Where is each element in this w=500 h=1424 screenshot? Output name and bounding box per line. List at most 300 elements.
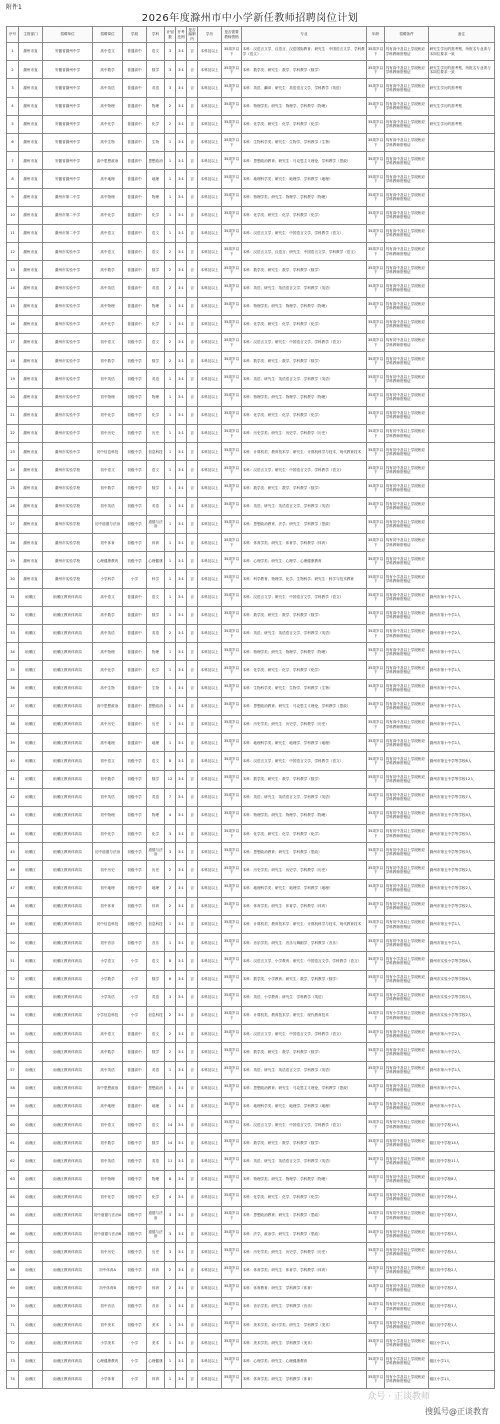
table-cell: 否 (187, 916, 198, 934)
table-cell: 高中地理 (93, 734, 123, 752)
table-cell: 滁州市第二中学 (43, 188, 93, 206)
table-cell: 66 (7, 1225, 19, 1243)
table-cell: 35周岁以下 (222, 552, 242, 570)
table-cell: 3:1 (176, 1188, 187, 1206)
table-cell (429, 406, 495, 424)
table-cell: 具有高中及以上学段相应学科教师资格证 (385, 315, 429, 333)
table-cell: 具有初中及以上学段相应学科教师资格证 (385, 461, 429, 479)
table-cell: 初中语文 (93, 461, 123, 479)
table-cell: 本科：体育学类；研究生：学科教学（体育） (242, 1370, 367, 1388)
table-cell: 1 (165, 133, 176, 151)
table-cell: 滁州市第十中学2人 (429, 625, 495, 643)
table-cell: 本科及以上 (198, 388, 222, 406)
table-cell: 35周岁以下 (222, 243, 242, 261)
table-cell: 本科：数学类；研究生：数学、学科教学（数学） (242, 479, 367, 497)
table-cell: 琅琊区 (19, 788, 43, 806)
table-cell (429, 443, 495, 461)
table-cell: 滁州市直 (19, 352, 43, 370)
table-cell: 本科及以上 (198, 879, 222, 897)
table-cell: 35周岁以下 (367, 770, 385, 788)
table-row (7, 1006, 495, 1024)
table-cell: 3 (165, 1243, 176, 1261)
table-cell: 初中英语 (93, 497, 123, 515)
table-cell: 滁州市实验中学 (43, 297, 93, 315)
table-cell: 3:1 (176, 352, 187, 370)
table-cell: 本科及以上 (198, 1116, 222, 1134)
table-cell (429, 479, 495, 497)
table-cell: 35周岁以下 (222, 1225, 242, 1243)
table-cell: 否 (187, 43, 198, 61)
table-cell: 62 (7, 1152, 19, 1170)
table-cell: 南谯区教育体育局 (43, 1316, 93, 1334)
table-cell: 具有初中及以上学段相应学科教师资格证 (385, 534, 429, 552)
table-cell: 具有高中及以上学段相应学科教师资格证 (385, 97, 429, 115)
table-cell: 6 (165, 970, 176, 988)
table-cell: 心理健康教育 (93, 1352, 123, 1370)
table-cell: 35周岁以下 (367, 61, 385, 79)
table-cell: 滁州市实验中学 (43, 370, 93, 388)
table-cell: 本科：心理学类；研究生：心理健康教育 (242, 1352, 367, 1370)
table-cell: 35周岁以下 (222, 1170, 242, 1188)
table-cell: 本科及以上 (198, 1097, 222, 1115)
table-cell: 否 (187, 1097, 198, 1115)
table-cell: 辖区初中学校2人 (429, 1261, 495, 1279)
table-row (7, 679, 495, 697)
table-cell: 35周岁以下 (222, 1188, 242, 1206)
table-cell: 南谯区教育体育局 (43, 1079, 93, 1097)
table-cell: 否 (187, 461, 198, 479)
table-cell: 本科：物理学类；研究生：物理学、学科教学（物理） (242, 97, 367, 115)
table-cell: 琅琊区 (19, 970, 43, 988)
table-cell: 辖区初中学校3人 (429, 1243, 495, 1261)
table-cell: 初中体育 (93, 897, 123, 915)
table-cell: 本科及以上 (198, 1006, 222, 1024)
table-cell: 35周岁以下 (367, 497, 385, 515)
table-cell: 小学 (123, 1352, 147, 1370)
table-cell: 具有初中及以上学段相应学科教师资格证 (385, 806, 429, 824)
table-cell: 初级中学 (123, 1316, 147, 1334)
table-row (7, 443, 495, 461)
table-cell: 高中语文 (93, 1025, 123, 1043)
table-cell: 3:1 (176, 188, 187, 206)
table-cell: 小学 (123, 970, 147, 988)
table-cell: 3:1 (176, 43, 187, 61)
table-cell: 本科及以上 (198, 1025, 222, 1043)
table-cell: 音乐 (147, 1297, 165, 1315)
table-cell: 南谯区 (19, 1188, 43, 1206)
table-cell: 3:1 (176, 1207, 187, 1225)
table-cell: 英语 (147, 625, 165, 643)
table-cell: 初中化学 (93, 406, 123, 424)
table-cell: 本科及以上 (198, 679, 222, 697)
table-cell: 35周岁以下 (222, 1152, 242, 1170)
table-cell: 3:1 (176, 1061, 187, 1079)
table-row (7, 206, 495, 224)
table-cell: 1 (165, 515, 176, 533)
table-cell: 3:1 (176, 1170, 187, 1188)
table-cell: 普通高中 (123, 115, 147, 133)
table-cell: 高中思想政治 (93, 697, 123, 715)
table-cell: 历史 (147, 1243, 165, 1261)
table-cell: 普通高中 (123, 315, 147, 333)
table-cell: 研究生学历的需考察，所报名专业须与本岗位要求一致 (429, 43, 495, 61)
table-cell: 滁州市直 (19, 424, 43, 442)
column-header: 备注 (429, 27, 495, 43)
table-cell: 12 (7, 243, 19, 261)
table-cell: 普通高中 (123, 606, 147, 624)
table-cell: 否 (187, 443, 198, 461)
table-cell: 具有高中及以上学段相应学科教师资格证 (385, 279, 429, 297)
table-cell: 语文 (147, 461, 165, 479)
table-cell: 具有高中及以上学段相应学科教师资格证 (385, 643, 429, 661)
table-cell: 本科及以上 (198, 424, 222, 442)
table-cell: 35周岁以下 (367, 1370, 385, 1388)
table-cell: 3:1 (176, 1316, 187, 1334)
table-cell: 本科及以上 (198, 952, 222, 970)
table-cell: 3:1 (176, 1334, 187, 1352)
table-cell: 本科：数学类；研究生：数学、学科教学（数学） (242, 61, 367, 79)
table-cell: 初中音乐 (93, 934, 123, 952)
table-cell: 本科：历史学类；研究生：历史学、学科教学（历史） (242, 1243, 367, 1261)
table-cell: 滁州市实验中学 (43, 261, 93, 279)
table-cell: 滁州市第十中学1人 (429, 679, 495, 697)
table-cell (429, 224, 495, 242)
table-row (7, 406, 495, 424)
table-cell: 35周岁以下 (367, 461, 385, 479)
table-cell (429, 497, 495, 515)
table-cell: 本科及以上 (198, 97, 222, 115)
table-cell: 本科：美术学类；研究生：学科教学（美术） (242, 1334, 367, 1352)
table-cell (429, 534, 495, 552)
table-cell: 琅琊区教育体育局 (43, 843, 93, 861)
table-cell: 否 (187, 115, 198, 133)
table-cell: 具有小学及以上学段相应学科教师资格证 (385, 1370, 429, 1388)
table-row (7, 479, 495, 497)
table-cell: 35周岁以下 (367, 934, 385, 952)
table-row (7, 1043, 495, 1061)
table-cell: 35周岁以下 (222, 734, 242, 752)
table-cell: 35周岁以下 (222, 588, 242, 606)
table-cell: 滁州市实验学校 (43, 515, 93, 533)
table-cell: 61 (7, 1134, 19, 1152)
table-cell: 本科：数学类；研究生：数学、学科教学（数学） (242, 770, 367, 788)
table-cell: 信息科技 (147, 916, 165, 934)
table-cell: 南谯区教育体育局 (43, 1134, 93, 1152)
table-cell: 1 (165, 224, 176, 242)
table-cell: 3:1 (176, 97, 187, 115)
table-row (7, 843, 495, 861)
table-cell: 31 (7, 588, 19, 606)
table-cell: 化学 (147, 115, 165, 133)
table-row (7, 715, 495, 733)
table-row (7, 97, 495, 115)
table-cell: 初级中学 (123, 825, 147, 843)
table-cell: 35周岁以下 (367, 734, 385, 752)
column-header: 是否需要教师资格 (222, 27, 242, 43)
table-cell: 初级中学 (123, 934, 147, 952)
table-cell: 30 (7, 570, 19, 588)
table-cell: 35周岁以下 (367, 152, 385, 170)
table-cell: 滁州市直 (19, 115, 43, 133)
table-cell: 35周岁以下 (222, 952, 242, 970)
table-cell: 本科及以上 (198, 515, 222, 533)
table-cell: 琅琊区教育体育局 (43, 861, 93, 879)
table-row (7, 552, 495, 570)
table-cell: 普通高中 (123, 715, 147, 733)
table-cell: 11 (7, 224, 19, 242)
table-cell: 35周岁以下 (367, 643, 385, 661)
table-cell: 具有初中及以上学段相应学科教师资格证 (385, 916, 429, 934)
table-cell: 35周岁以下 (367, 133, 385, 151)
table-cell: 否 (187, 224, 198, 242)
table-row (7, 170, 495, 188)
table-cell: 初级中学 (123, 424, 147, 442)
table-cell: 普通高中 (123, 1043, 147, 1061)
table-cell: 35周岁以下 (222, 388, 242, 406)
table-cell: 3:1 (176, 1097, 187, 1115)
table-row (7, 1261, 495, 1279)
table-cell: 南谯区教育体育局 (43, 1370, 93, 1388)
table-cell: 1 (165, 424, 176, 442)
table-cell: 滁州市实验中学 (43, 443, 93, 461)
table-cell: 3:1 (176, 61, 187, 79)
table-cell: 41 (7, 770, 19, 788)
table-cell: 本科：地理科学类；研究生：地理学、学科教学（地理） (242, 1097, 367, 1115)
table-cell: 美术 (147, 1334, 165, 1352)
table-cell: 35周岁以下 (222, 661, 242, 679)
table-cell: 3:1 (176, 825, 187, 843)
table-cell: 本科：物理学类；研究生：物理学、学科教学（物理） (242, 643, 367, 661)
table-cell: 滁州市直 (19, 297, 43, 315)
table-cell: 高中生物 (93, 679, 123, 697)
table-cell: 滁州市第五中学等学校2人 (429, 861, 495, 879)
table-cell: 本科及以上 (198, 170, 222, 188)
table-cell: 南谯区 (19, 1116, 43, 1134)
table-row (7, 188, 495, 206)
table-cell: 本科：英语；研究生：英语语言文学、学科教学（英语） (242, 1152, 367, 1170)
table-cell: 本科：数学类；研究生：数学、学科教学（数学） (242, 261, 367, 279)
table-cell: 否 (187, 843, 198, 861)
table-row (7, 79, 495, 97)
table-cell: 71 (7, 1316, 19, 1334)
table-cell: 初中数学 (93, 770, 123, 788)
table-cell: 普通高中 (123, 679, 147, 697)
table-cell: 35周岁以下 (367, 224, 385, 242)
table-cell: 高中语文 (93, 224, 123, 242)
table-cell: 本科：生物科学类；研究生：生物学、学科教学（生物） (242, 679, 367, 697)
table-cell: 信息科技 (147, 443, 165, 461)
table-cell: 35周岁以下 (222, 934, 242, 952)
table-cell: 本科及以上 (198, 734, 222, 752)
table-cell: 2 (165, 334, 176, 352)
table-cell: 滁州市实验小学等学校6人 (429, 970, 495, 988)
table-cell: 3:1 (176, 934, 187, 952)
table-cell: 6 (7, 133, 19, 151)
table-cell: 1 (165, 406, 176, 424)
table-cell: 辖区初中学校3人 (429, 1207, 495, 1225)
table-cell: 具有小学及以上学段相应学科教师资格证 (385, 970, 429, 988)
table-cell: 3:1 (176, 315, 187, 333)
table-cell: 初级中学 (123, 370, 147, 388)
table-cell: 具有高中及以上学段相应学科教师资格证 (385, 1079, 429, 1097)
table-cell: 高中地理 (93, 1097, 123, 1115)
table-cell: 滁州市直 (19, 570, 43, 588)
table-cell: 辖区初中学校2人 (429, 1279, 495, 1297)
table-cell: 35周岁以下 (367, 1006, 385, 1024)
table-cell: 安徽省滁州中学 (43, 97, 93, 115)
table-cell: 本科：法学、政治学；研究生：学科教学（思政） (242, 1225, 367, 1243)
table-cell: 高中生物 (93, 133, 123, 151)
table-cell: 琅琊区教育体育局 (43, 770, 93, 788)
table-cell: 35周岁以下 (367, 243, 385, 261)
table-cell: 1 (165, 1061, 176, 1079)
table-cell: 英语 (147, 497, 165, 515)
table-cell: 否 (187, 334, 198, 352)
table-cell: 本科及以上 (198, 261, 222, 279)
table-cell: 滁州市直 (19, 224, 43, 242)
table-cell: 琅琊区 (19, 697, 43, 715)
table-cell: 否 (187, 388, 198, 406)
table-cell: 37 (7, 697, 19, 715)
table-cell: 35周岁以下 (367, 443, 385, 461)
table-cell: 滁州市直 (19, 406, 43, 424)
table-cell: 本科及以上 (198, 188, 222, 206)
table-cell: 本科：物理学类；研究生：物理学、学科教学（物理） (242, 297, 367, 315)
table-cell: 本科：科学教育、物理学、化学、生物科学；研究生：科学与技术教育 (242, 570, 367, 588)
table-row (7, 497, 495, 515)
table-cell: 道德与法治 (147, 843, 165, 861)
column-header: 学科 (147, 27, 165, 43)
table-cell: 10 (7, 206, 19, 224)
table-cell: 具有高中及以上学段相应学科教师资格证 (385, 152, 429, 170)
table-cell: 本科：汉语言文学；研究生：中国语言文学、学科教学（语文） (242, 334, 367, 352)
table-cell: 滁州市第六中学1人 (429, 1061, 495, 1079)
table-cell: 辖区小学1人 (429, 1352, 495, 1370)
table-cell: 本科及以上 (198, 825, 222, 843)
table-cell (429, 243, 495, 261)
table-cell: 40 (7, 752, 19, 770)
table-row (7, 606, 495, 624)
table-cell: 35周岁以下 (367, 752, 385, 770)
table-cell: 数学 (147, 1043, 165, 1061)
table-cell: 否 (187, 752, 198, 770)
table-cell: 8 (165, 752, 176, 770)
table-cell: 35周岁以下 (367, 1061, 385, 1079)
table-cell (429, 170, 495, 188)
table-cell: 否 (187, 497, 198, 515)
table-cell: 1 (165, 1352, 176, 1370)
table-cell: 辖区小学1人 (429, 1334, 495, 1352)
table-cell: 本科及以上 (198, 61, 222, 79)
table-cell: 35周岁以下 (367, 97, 385, 115)
table-cell: 普通高中 (123, 625, 147, 643)
table-cell: 本科及以上 (198, 715, 222, 733)
table-cell: 辖区初中学校3人 (429, 1225, 495, 1243)
table-cell: 英语 (147, 788, 165, 806)
table-cell: 本科及以上 (198, 1297, 222, 1315)
table-cell: 普通高中 (123, 297, 147, 315)
table-cell: 1 (165, 370, 176, 388)
table-cell: 初级中学 (123, 1225, 147, 1243)
table-cell: 3:1 (176, 388, 187, 406)
table-cell: 辖区初中学校14人 (429, 1134, 495, 1152)
table-cell: 琅琊区 (19, 752, 43, 770)
table-cell: 3:1 (176, 625, 187, 643)
table-cell: 英语 (147, 279, 165, 297)
table-cell: 本科：汉语言文学、汉语言、汉语国际教育；研究生：中国语言文学、学科教学（语文） (242, 43, 367, 61)
table-cell: 否 (187, 734, 198, 752)
table-cell: 本科：历史学类；研究生：历史学、学科教学（历史） (242, 715, 367, 733)
table-cell: 本科及以上 (198, 115, 222, 133)
table-cell: 琅琊区 (19, 734, 43, 752)
table-cell: 滁州市第六中学1人 (429, 1079, 495, 1097)
table-cell: 24 (7, 461, 19, 479)
table-cell: 8 (165, 1170, 176, 1188)
table-cell: 35周岁以下 (222, 61, 242, 79)
table-cell: 35周岁以下 (222, 1097, 242, 1115)
table-cell: 65 (7, 1207, 19, 1225)
table-cell: 初级中学 (123, 1116, 147, 1134)
table-cell: 3:1 (176, 479, 187, 497)
table-cell: 35周岁以下 (367, 843, 385, 861)
table-cell: 35周岁以下 (222, 1061, 242, 1079)
table-cell: 3:1 (176, 843, 187, 861)
table-cell: 否 (187, 970, 198, 988)
table-cell: 琅琊区教育体育局 (43, 679, 93, 697)
table-cell: 否 (187, 1352, 198, 1370)
table-cell: 本科：思想政治教育；研究生：学科教学（思政） (242, 1207, 367, 1225)
table-cell: 否 (187, 406, 198, 424)
table-cell: 初中语文 (93, 752, 123, 770)
table-cell: 普通高中 (123, 734, 147, 752)
table-cell: 本科及以上 (198, 1334, 222, 1352)
table-cell: 初中道德与法治 (93, 515, 123, 533)
table-cell: 35周岁以下 (222, 1352, 242, 1370)
table-cell: 35周岁以下 (222, 206, 242, 224)
table-cell: 35周岁以下 (367, 1170, 385, 1188)
table-cell: 高中英语 (93, 279, 123, 297)
table-cell: 3:1 (176, 279, 187, 297)
table-cell: 本科：化学类；研究生：化学、学科教学（化学） (242, 406, 367, 424)
table-cell: 1 (165, 388, 176, 406)
table-cell (429, 152, 495, 170)
table-cell: 滁州市第十中学1人 (429, 661, 495, 679)
table-cell: 琅琊区 (19, 952, 43, 970)
table-cell: 高中英语 (93, 625, 123, 643)
table-cell: 小学体育 (93, 1370, 123, 1388)
table-cell: 琅琊区教育体育局 (43, 697, 93, 715)
recruitment-table (6, 26, 495, 1389)
table-cell: 普通高中 (123, 188, 147, 206)
table-cell: 否 (187, 79, 198, 97)
table-cell: 高中数学 (93, 261, 123, 279)
table-cell: 35周岁以下 (222, 1116, 242, 1134)
header-row (7, 27, 495, 43)
table-cell: 35周岁以下 (367, 1079, 385, 1097)
table-cell: 滁州市直 (19, 388, 43, 406)
table-cell: 滁州市实验小学等学校2人 (429, 1006, 495, 1024)
table-cell (429, 334, 495, 352)
table-cell: 本科：体育学类；研究生：体育学、学科教学（体育） (242, 534, 367, 552)
table-cell: 具有小学及以上学段相应学科教师资格证 (385, 1352, 429, 1370)
table-cell: 3:1 (176, 952, 187, 970)
table-cell: 音乐 (147, 934, 165, 952)
table-cell: 35周岁以下 (222, 279, 242, 297)
table-cell: 3:1 (176, 443, 187, 461)
table-cell: 具有高中及以上学段相应学科教师资格证 (385, 1061, 429, 1079)
table-cell: 南谯区 (19, 1370, 43, 1388)
table-cell: 本科及以上 (198, 752, 222, 770)
